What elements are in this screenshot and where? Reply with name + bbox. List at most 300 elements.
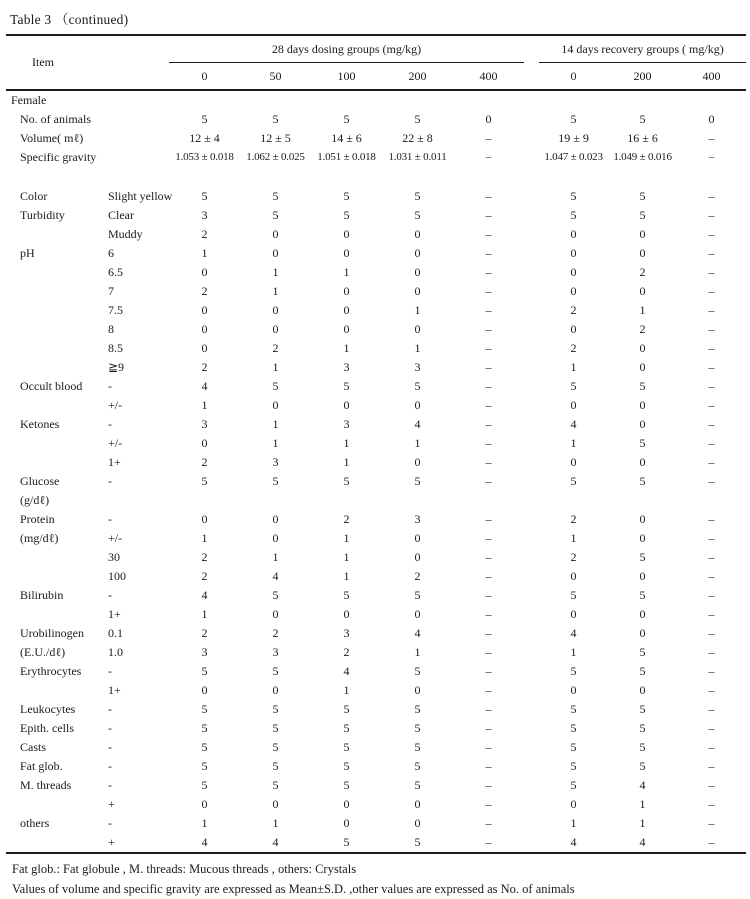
- value-cell: –: [708, 151, 715, 163]
- value-cell: 5: [272, 112, 279, 126]
- value-cell: 0: [272, 607, 279, 621]
- value-cell: 0: [485, 112, 492, 126]
- value-cell: 5: [639, 112, 646, 126]
- value-cell: 5: [343, 112, 350, 126]
- table-row: [6, 225, 746, 244]
- value-cell: [539, 491, 608, 510]
- gap-cell: [524, 358, 539, 377]
- gap-cell: [524, 662, 539, 681]
- table-row: [6, 358, 746, 377]
- value-cell: 3: [343, 360, 350, 374]
- value-cell: –: [485, 550, 492, 564]
- value-cell: 5: [639, 721, 646, 735]
- value-cell: –: [485, 683, 492, 697]
- dose-column-header: 50: [269, 68, 282, 83]
- sub-label-cell: [106, 148, 169, 167]
- value-cell: 2: [414, 569, 421, 583]
- value-cell: 0: [343, 284, 350, 298]
- value-cell: 2: [201, 626, 208, 640]
- column-gap: [524, 35, 539, 90]
- table-body: [6, 90, 746, 853]
- value-cell: 19 ± 9: [558, 131, 589, 145]
- value-cell: 12 ± 5: [260, 131, 291, 145]
- value-cell: –: [708, 759, 715, 773]
- value-cell: 3: [201, 208, 208, 222]
- value-cell: 1: [414, 436, 421, 450]
- value-cell: 1.049 ± 0.016: [613, 151, 672, 163]
- item-label-cell: [6, 301, 106, 320]
- value-cell: 0: [343, 322, 350, 336]
- value-cell: 5: [201, 112, 208, 126]
- value-cell: 0: [343, 607, 350, 621]
- value-cell: 5: [201, 189, 208, 203]
- dose-column-header: 100: [337, 68, 356, 83]
- value-cell: 5: [639, 588, 646, 602]
- sub-label-cell: [106, 129, 169, 148]
- value-cell: –: [485, 778, 492, 792]
- sub-label-cell: [106, 110, 169, 129]
- value-cell: 5: [570, 721, 577, 735]
- value-cell: 1: [343, 683, 350, 697]
- value-cell: 1.062 ± 0.025: [246, 151, 305, 163]
- item-label-cell: Ketones: [20, 417, 60, 431]
- urinalysis-table: [6, 34, 746, 854]
- value-cell: 3: [272, 645, 279, 659]
- value-cell: 5: [570, 759, 577, 773]
- value-cell: 5: [639, 550, 646, 564]
- table-row-section: [6, 90, 746, 110]
- value-cell: –: [708, 550, 715, 564]
- gap-cell: [524, 187, 539, 206]
- value-cell: 0: [272, 227, 279, 241]
- value-cell: –: [485, 189, 492, 203]
- value-cell: 1: [343, 455, 350, 469]
- value-cell: 1: [272, 417, 279, 431]
- gap-cell: [524, 453, 539, 472]
- value-cell: 5: [201, 778, 208, 792]
- value-cell: 5: [343, 721, 350, 735]
- table-row: [6, 282, 746, 301]
- item-label-cell: (g/dℓ): [20, 493, 50, 507]
- value-cell: 1.031 ± 0.011: [388, 151, 447, 163]
- value-cell: 1: [343, 341, 350, 355]
- value-cell: –: [485, 740, 492, 754]
- value-cell: –: [708, 360, 715, 374]
- value-cell: –: [708, 721, 715, 735]
- gap-cell: [524, 776, 539, 795]
- value-cell: 3: [272, 455, 279, 469]
- value-cell: –: [708, 683, 715, 697]
- value-cell: 5: [272, 664, 279, 678]
- value-cell: 5: [272, 379, 279, 393]
- value-cell: 2: [272, 341, 279, 355]
- value-cell: 5: [570, 740, 577, 754]
- value-cell: 5: [272, 189, 279, 203]
- value-cell: 4: [570, 626, 577, 640]
- item-label-cell: [6, 225, 106, 244]
- item-label-cell: [6, 339, 106, 358]
- value-cell: 5: [570, 112, 577, 126]
- value-cell: 0: [639, 360, 646, 374]
- table-row: [6, 605, 746, 624]
- value-cell: 5: [201, 721, 208, 735]
- gap-cell: [524, 148, 539, 167]
- item-label-cell: Specific gravity: [20, 150, 97, 164]
- sub-label-cell: +/-: [108, 398, 123, 412]
- value-cell: –: [485, 227, 492, 241]
- value-cell: –: [485, 417, 492, 431]
- value-cell: –: [485, 474, 492, 488]
- value-cell: 5: [414, 588, 421, 602]
- value-cell: 0: [414, 455, 421, 469]
- value-cell: 0: [639, 455, 646, 469]
- value-cell: –: [708, 607, 715, 621]
- value-cell: –: [708, 398, 715, 412]
- gap-cell: [524, 814, 539, 833]
- value-cell: 0: [570, 246, 577, 260]
- value-cell: 4: [272, 569, 279, 583]
- value-cell: 4: [201, 835, 208, 849]
- sub-label-cell: +/-: [108, 531, 123, 545]
- value-cell: –: [485, 246, 492, 260]
- sub-label-cell: 8: [108, 322, 114, 336]
- value-cell: 5: [201, 474, 208, 488]
- value-cell: 0: [343, 398, 350, 412]
- value-cell: 0: [414, 816, 421, 830]
- value-cell: 0: [201, 341, 208, 355]
- item-label-cell: Erythrocytes: [20, 664, 82, 678]
- value-cell: 1: [272, 550, 279, 564]
- value-cell: 0: [343, 797, 350, 811]
- value-cell: [311, 491, 382, 510]
- value-cell: 0: [343, 816, 350, 830]
- item-label-cell: Fat glob.: [20, 759, 63, 773]
- value-cell: [169, 491, 240, 510]
- value-cell: 5: [201, 664, 208, 678]
- value-cell: 22 ± 8: [402, 131, 433, 145]
- value-cell: 2: [570, 303, 577, 317]
- gap-cell: [524, 510, 539, 529]
- value-cell: –: [485, 816, 492, 830]
- value-cell: –: [485, 131, 492, 145]
- value-cell: 5: [414, 189, 421, 203]
- value-cell: 0: [414, 550, 421, 564]
- value-cell: [240, 491, 311, 510]
- sub-label-cell: 1+: [108, 607, 121, 621]
- gap-cell: [524, 548, 539, 567]
- page-title: Table 3 （continued): [10, 12, 129, 27]
- table-row: [6, 662, 746, 681]
- value-cell: 0: [414, 227, 421, 241]
- table-header: [6, 35, 746, 90]
- gap-cell: [524, 738, 539, 757]
- value-cell: –: [485, 607, 492, 621]
- section-label-female: Female: [6, 90, 746, 110]
- value-cell: 3: [343, 626, 350, 640]
- value-cell: 5: [201, 740, 208, 754]
- sub-label-cell: 100: [108, 569, 126, 583]
- table-row: [6, 510, 746, 529]
- value-cell: 5: [570, 474, 577, 488]
- value-cell: 5: [639, 436, 646, 450]
- value-cell: [608, 491, 677, 510]
- value-cell: 5: [639, 645, 646, 659]
- value-cell: 4: [570, 835, 577, 849]
- value-cell: 3: [414, 512, 421, 526]
- value-cell: –: [708, 303, 715, 317]
- value-cell: 0: [414, 797, 421, 811]
- gap-cell: [524, 263, 539, 282]
- value-cell: 3: [414, 360, 421, 374]
- sub-label-cell: 1+: [108, 455, 121, 469]
- paper-page: [6, 0, 746, 899]
- value-cell: 0: [570, 398, 577, 412]
- value-cell: 1: [414, 645, 421, 659]
- value-cell: 2: [570, 341, 577, 355]
- sub-label-cell: -: [108, 721, 112, 735]
- item-label-cell: [6, 833, 106, 853]
- item-column-header: Item: [32, 55, 54, 69]
- gap-cell: [524, 529, 539, 548]
- value-cell: –: [485, 398, 492, 412]
- value-cell: 1: [570, 816, 577, 830]
- sub-label-cell: -: [108, 778, 112, 792]
- table-row: [6, 586, 746, 605]
- value-cell: –: [485, 151, 492, 163]
- value-cell: 0: [414, 246, 421, 260]
- gap-cell: [524, 833, 539, 853]
- value-cell: 1: [272, 284, 279, 298]
- value-cell: 5: [639, 759, 646, 773]
- value-cell: 0: [414, 284, 421, 298]
- gap-cell: [524, 605, 539, 624]
- value-cell: 5: [343, 474, 350, 488]
- item-label-cell: [6, 434, 106, 453]
- value-cell: [453, 491, 524, 510]
- value-cell: 4: [414, 626, 421, 640]
- item-label-cell: [6, 263, 106, 282]
- value-cell: 5: [343, 588, 350, 602]
- gap-cell: [524, 225, 539, 244]
- value-cell: 5: [272, 208, 279, 222]
- value-cell: 4: [272, 835, 279, 849]
- value-cell: 5: [639, 189, 646, 203]
- value-cell: 0: [201, 322, 208, 336]
- sub-label-cell: ≧9: [108, 360, 125, 374]
- item-label-cell: Epith. cells: [20, 721, 74, 735]
- value-cell: –: [708, 208, 715, 222]
- item-label-cell: M. threads: [20, 778, 72, 792]
- sub-label-cell: -: [108, 759, 112, 773]
- value-cell: 0: [343, 246, 350, 260]
- dose-column-header: 0: [201, 68, 208, 83]
- table-row: [6, 719, 746, 738]
- value-cell: 5: [272, 702, 279, 716]
- value-cell: –: [708, 740, 715, 754]
- value-cell: –: [708, 512, 715, 526]
- sub-label-cell: 6.5: [108, 265, 123, 279]
- value-cell: 1: [272, 816, 279, 830]
- table-row: [6, 301, 746, 320]
- value-cell: 0: [201, 303, 208, 317]
- gap-cell: [524, 110, 539, 129]
- table-row: [6, 339, 746, 358]
- value-cell: 1: [570, 645, 577, 659]
- value-cell: 2: [201, 569, 208, 583]
- item-label-cell: [6, 567, 106, 586]
- value-cell: 0: [639, 683, 646, 697]
- sub-label-cell: +: [108, 835, 115, 849]
- value-cell: 0: [639, 569, 646, 583]
- sub-label-cell: 1+: [108, 683, 121, 697]
- value-cell: –: [708, 379, 715, 393]
- value-cell: 2: [639, 265, 646, 279]
- value-cell: 0: [570, 569, 577, 583]
- value-cell: 0: [201, 436, 208, 450]
- value-cell: –: [708, 664, 715, 678]
- value-cell: 5: [343, 189, 350, 203]
- value-cell: 0: [201, 683, 208, 697]
- value-cell: 5: [343, 379, 350, 393]
- value-cell: 5: [414, 702, 421, 716]
- value-cell: –: [485, 303, 492, 317]
- value-cell: 5: [272, 588, 279, 602]
- value-cell: 0: [201, 797, 208, 811]
- column-group-header-recovery: 14 days recovery groups ( mg/kg): [539, 35, 746, 63]
- table-row: [6, 244, 746, 263]
- item-label-cell: [6, 453, 106, 472]
- item-label-cell: [6, 396, 106, 415]
- item-label-cell: No. of animals: [20, 112, 91, 126]
- item-label-cell: [6, 605, 106, 624]
- item-label-cell: Urobilinogen: [20, 626, 84, 640]
- value-cell: 5: [414, 208, 421, 222]
- value-cell: 12 ± 4: [189, 131, 220, 145]
- dose-column-header: 0: [570, 68, 577, 83]
- gap-cell: [524, 757, 539, 776]
- sub-label-cell: 0.1: [108, 626, 123, 640]
- gap-cell: [524, 434, 539, 453]
- value-cell: –: [485, 664, 492, 678]
- value-cell: 5: [272, 778, 279, 792]
- value-cell: 1: [570, 531, 577, 545]
- gap-cell: [524, 377, 539, 396]
- value-cell: 5: [414, 474, 421, 488]
- value-cell: –: [485, 322, 492, 336]
- value-cell: 1: [343, 569, 350, 583]
- sub-label-cell: -: [108, 588, 112, 602]
- value-cell: –: [708, 265, 715, 279]
- item-label-cell: pH: [20, 246, 35, 260]
- sub-label-cell: +/-: [108, 436, 123, 450]
- value-cell: 0: [343, 227, 350, 241]
- value-cell: –: [485, 512, 492, 526]
- value-cell: 5: [639, 664, 646, 678]
- value-cell: 5: [570, 189, 577, 203]
- value-cell: 0: [272, 322, 279, 336]
- value-cell: 5: [639, 702, 646, 716]
- value-cell: 1: [570, 360, 577, 374]
- sub-label-cell: Muddy: [108, 227, 143, 241]
- table-row: [6, 757, 746, 776]
- item-label-cell: [6, 548, 106, 567]
- table-row: [6, 263, 746, 282]
- table-row: [6, 776, 746, 795]
- footnotes: [6, 854, 746, 899]
- value-cell: –: [708, 227, 715, 241]
- value-cell: 5: [639, 379, 646, 393]
- value-cell: –: [708, 246, 715, 260]
- item-label-cell: others: [20, 816, 50, 830]
- item-label-cell: (mg/dℓ): [20, 531, 59, 545]
- value-cell: 0: [272, 683, 279, 697]
- value-cell: –: [708, 835, 715, 849]
- gap-cell: [524, 795, 539, 814]
- sub-label-cell: 7: [108, 284, 114, 298]
- value-cell: 5: [570, 702, 577, 716]
- gap-cell: [524, 472, 539, 491]
- gap-cell: [524, 244, 539, 263]
- value-cell: 0: [414, 265, 421, 279]
- value-cell: 1: [639, 303, 646, 317]
- sub-label-cell: -: [108, 816, 112, 830]
- value-cell: 0: [343, 303, 350, 317]
- value-cell: 4: [639, 835, 646, 849]
- item-label-cell: Volume( mℓ): [20, 131, 84, 145]
- value-cell: –: [708, 588, 715, 602]
- value-cell: 5: [414, 778, 421, 792]
- value-cell: 5: [570, 588, 577, 602]
- value-cell: –: [708, 474, 715, 488]
- table-row: [6, 377, 746, 396]
- value-cell: 2: [570, 550, 577, 564]
- value-cell: 0: [272, 797, 279, 811]
- value-cell: 0: [272, 398, 279, 412]
- value-cell: 1: [201, 607, 208, 621]
- value-cell: –: [708, 816, 715, 830]
- value-cell: 5: [570, 379, 577, 393]
- sub-label-cell: +: [108, 797, 115, 811]
- value-cell: –: [708, 702, 715, 716]
- footnote-values: Values of volume and specific gravity are expressed as Mean±S.D. ,other values are expressed as No. of animals: [12, 882, 575, 896]
- gap-cell: [524, 396, 539, 415]
- value-cell: 5: [414, 379, 421, 393]
- value-cell: –: [708, 436, 715, 450]
- item-label-cell: Bilirubin: [20, 588, 64, 602]
- sub-label-cell: [106, 491, 169, 510]
- value-cell: –: [708, 797, 715, 811]
- item-label-cell: [6, 681, 106, 700]
- value-cell: –: [708, 531, 715, 545]
- value-cell: 4: [639, 778, 646, 792]
- table-row: [6, 396, 746, 415]
- value-cell: –: [708, 778, 715, 792]
- value-cell: 1: [201, 816, 208, 830]
- item-label-cell: Leukocytes: [20, 702, 76, 716]
- item-label-cell: Color: [20, 189, 48, 203]
- gap-cell: [524, 624, 539, 643]
- value-cell: –: [485, 759, 492, 773]
- value-cell: 2: [201, 284, 208, 298]
- table-row: [6, 148, 746, 167]
- value-cell: 5: [414, 721, 421, 735]
- gap-cell: [524, 206, 539, 225]
- dose-column-header: 200: [633, 68, 652, 83]
- sub-label-cell: Clear: [108, 208, 134, 222]
- value-cell: 5: [414, 759, 421, 773]
- value-cell: 3: [201, 645, 208, 659]
- value-cell: –: [485, 626, 492, 640]
